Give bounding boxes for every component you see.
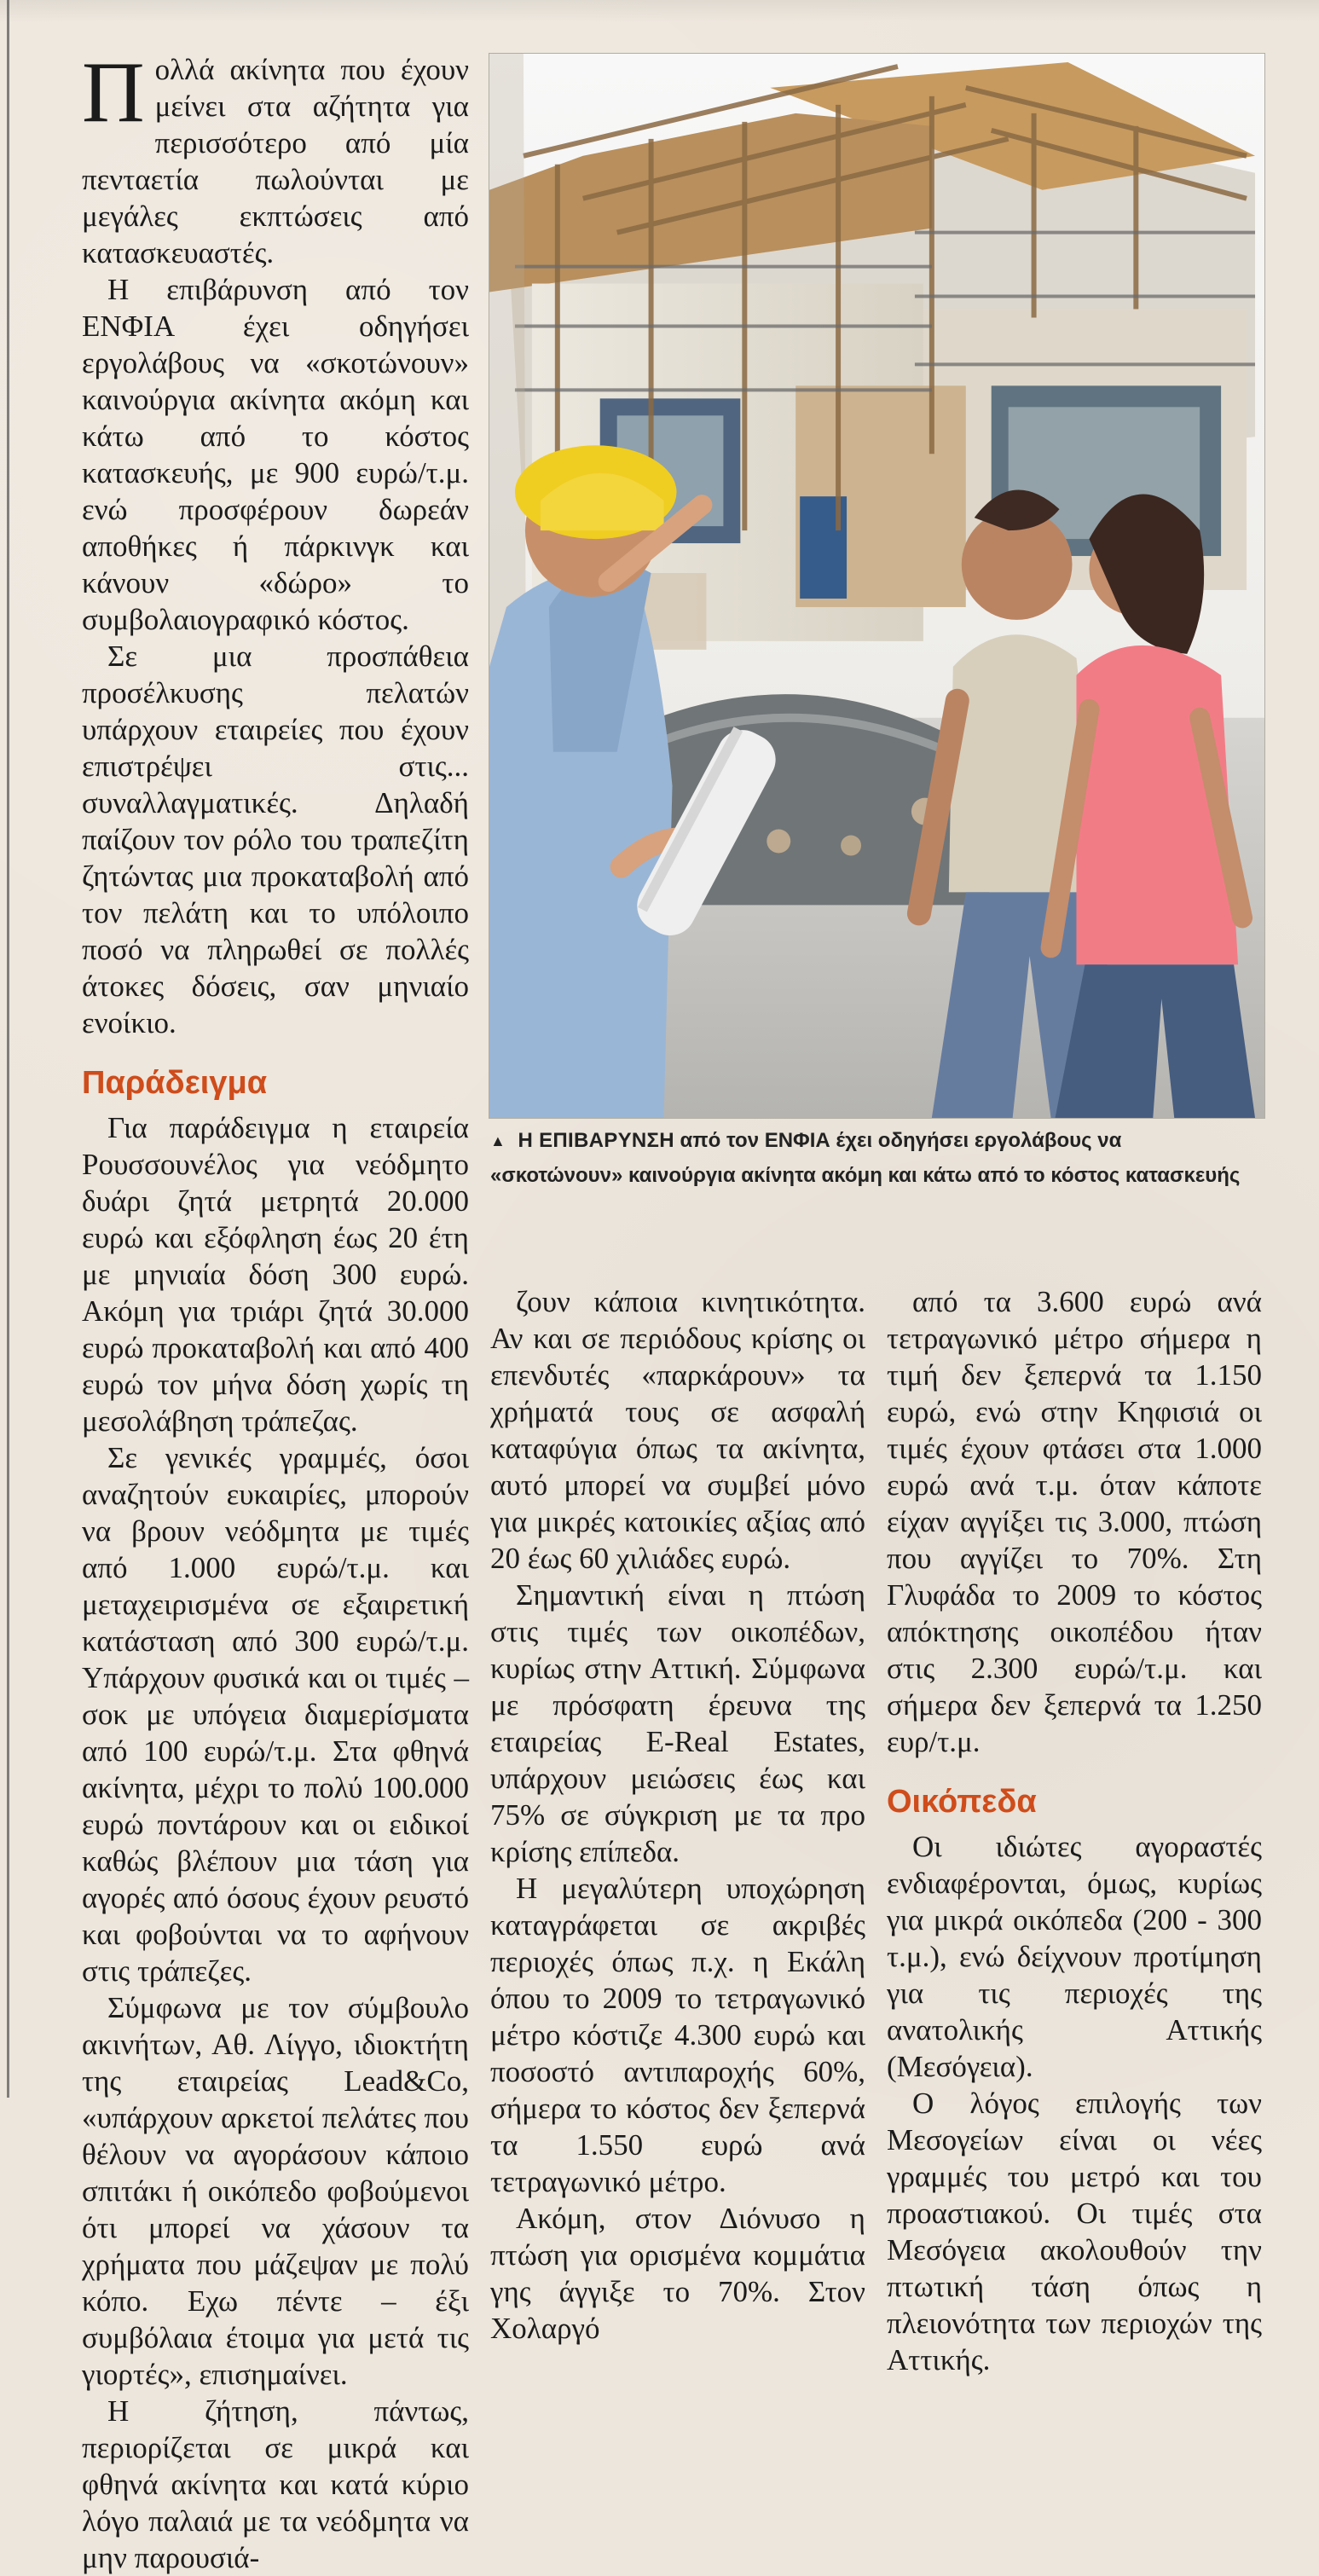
right-column bbox=[887, 1283, 1262, 2378]
lead-text: ολλά ακίνητα που έχουν μείνει στα αζήτητα για περισσότερο από μία πενταετία πωλούνται με μεγάλες εκπτώσεις από κατασκευαστές. bbox=[82, 53, 469, 269]
construction-photo-illustration bbox=[489, 54, 1264, 1118]
left-paragraph-1: Η επιβάρυνση από τον ΕΝΦΙΑ έχει οδηγήσει εργολάβους να «σκοτώνουν» καινούργια ακίνητα ακόμη και κάτω από το κόστος κατασκευής, με 900 ευρώ/τ.μ. ενώ προσφέρουν δωρεάν αποθήκες ή πάρκινγκ και κάνουν «δώρο» το συμβολαιογραφικό κόστος. bbox=[82, 273, 469, 636]
construction-photo bbox=[489, 53, 1265, 1119]
middle-column bbox=[490, 1283, 865, 2347]
page-rule bbox=[7, 0, 9, 2098]
lead-paragraph bbox=[82, 44, 469, 271]
top-bleed bbox=[0, 0, 1319, 22]
middle-paragraph-3: Η μεγαλύτερη υποχώρηση καταγράφεται σε ακριβές περιοχές όπως π.χ. η Εκάλη όπου το 2009 το τετραγωνικό μέτρο κόστιζε 4.300 ευρώ και ποσοστό αντιπαροχής 60%, σήμερα το κόστος δεν ξεπερνά τα 1.550 ευρώ ανά τετραγωνικό μέτρο. bbox=[490, 1872, 865, 2198]
left-paragraph-4: Σε γενικές γραμμές, όσοι αναζητούν ευκαιρίες, μπορούν να βρουν νεόδμητα με τιμές από 1.000 ευρώ/τ.μ. και μεταχειρισμένα σε εξαιρετική κατάσταση από 300 ευρώ/τ.μ. Υπάρχουν φυσικά και οι τιμές – σοκ με υπόγεια διαμερίσματα από 100 ευρώ/τ.μ. Στα φθηνά ακίνητα, μέχρι το πολύ 100.000 ευρώ ποντάρουν και οι ειδικοί καθώς βλέπουν μια τάση για αγορές από όσους έχουν ρευστό και φοβούνται να το αφήνουν στις τράπεζες. bbox=[82, 1441, 469, 1988]
caption-rest-text: από τον ΕΝΦΙΑ έχει οδηγήσει εργολάβους να «σκοτώνουν» καινούργια ακίνητα ακόμη και κάτω από το κόστος κατασκευής bbox=[490, 1129, 1241, 1187]
caption-upper-text: Η ΕΠΙΒΑΡΥΝΣΗ bbox=[518, 1129, 674, 1152]
drop-cap: Π bbox=[82, 44, 145, 141]
left-column bbox=[82, 44, 469, 2576]
section-heading-example: Παράδειγμα bbox=[82, 1065, 268, 1101]
left-paragraph-2: Σε μια προσπάθεια προσέλκυσης πελατών υπάρχουν εταιρείες που έχουν επιστρέψει στις... συναλλαγματικές. Δηλαδή παίζουν τον ρόλο του τραπεζίτη ζητώντας μια προκαταβολή από τον πελάτη και το υπόλοιπο ποσό να πληρωθεί σε πολλές άτοκες δόσεις, σαν μηνιαίο ενοίκιο. bbox=[82, 640, 469, 1039]
right-paragraph-2: Οι ιδιώτες αγοραστές ενδιαφέρονται, όμως, κυρίως για μικρά οικόπεδα (200 - 300 τ.μ.), ενώ δείχνουν προτίμηση για τις περιοχές της ανατολικής Αττικής (Μεσόγεια). bbox=[887, 1830, 1262, 2083]
right-paragraph-1: από τα 3.600 ευρώ ανά τετραγωνικό μέτρο σήμερα η τιμή δεν ξεπερνά τα 1.150 ευρώ, ενώ στην Κηφισιά οι τιμές έχουν φτάσει στα 1.000 ευρώ ανά τ.μ. όταν κάποτε είχαν αγγίξει τις 3.000, πτώση που αγγίζει το 70%. Στη Γλυφάδα το 2009 το κόστος απόκτησης οικοπέδου ήταν στις 2.300 ευρώ/τ.μ. και σήμερα δεν ξεπερνά τα 1.250 ευρ/τ.μ. bbox=[887, 1285, 1262, 1758]
right-paragraph-3: Ο λόγος επιλογής των Μεσογείων είναι οι νέες γραμμές του μετρό και του προαστιακού. Οι τιμές στα Μεσόγεια ακολουθούν την πτωτική τάση όπως η πλειονότητα των περιοχών της Αττικής. bbox=[887, 2087, 1262, 2376]
left-paragraph-3: Για παράδειγμα η εταιρεία Ρουσσουνέλος για νεόδμητο δυάρι ζητά μετρητά 20.000 ευρώ και εξόφληση έως 20 έτη με μηνιαία δόση 300 ευρώ. Ακόμη για τριάρι ζητά 30.000 ευρώ προκαταβολή και από 400 ευρώ τον μήνα δόση χωρίς τη μεσολάβηση τράπεζας. bbox=[82, 1111, 469, 1438]
section-heading-plots: Οικόπεδα bbox=[887, 1784, 1037, 1820]
middle-paragraph-2: Σημαντική είναι η πτώση στις τιμές των οικοπέδων, κυρίως στην Αττική. Σύμφωνα με πρόσφατη έρευνα της εταιρείας E-Real Estates, υπάρχουν μειώσεις έως και 75% σε σύγκριση με τα προ κρίσης επίπεδα. bbox=[490, 1578, 865, 1868]
middle-paragraph-4: Ακόμη, στον Διόνυσο η πτώση για ορισμένα κομμάτια γης άγγιξε το 70%. Στον Χολαργό bbox=[490, 2202, 865, 2345]
left-paragraph-5: Σύμφωνα με τον σύμβουλο ακινήτων, Αθ. Λίγγο, ιδιοκτήτη της εταιρείας Lead&Co, «υπάρχουν αρκετοί πελάτες που θέλουν να αγοράσουν κάποιο σπιτάκι ή οικόπεδο φοβούμενοι ότι μπορεί να χάσουν τα χρήματα που μάζεψαν με πολύ κόπο. Εχω πέντε – έξι συμβόλαια έτοιμα για μετά τις γιορτές», επισημαίνει. bbox=[82, 1991, 469, 2391]
photo-caption bbox=[490, 1124, 1258, 1193]
caption-triangle-icon: ▲ bbox=[490, 1132, 506, 1149]
left-paragraph-6: Η ζήτηση, πάντως, περιορίζεται σε μικρά και φθηνά ακίνητα και κατά κύριο λόγο παλαιά με τα νεόδμητα να μην παρουσιά- bbox=[82, 2394, 469, 2574]
middle-paragraph-1: ζουν κάποια κινητικότητα. Αν και σε περιόδους κρίσης οι επενδυτές «παρκάρουν» τα χρήματά τους σε ασφαλή καταφύγια όπως τα ακίνητα, αυτό μπορεί να συμβεί μόνο για μικρές κατοικίες αξίας από 20 έως 60 χιλιάδες ευρώ. bbox=[490, 1285, 865, 1575]
